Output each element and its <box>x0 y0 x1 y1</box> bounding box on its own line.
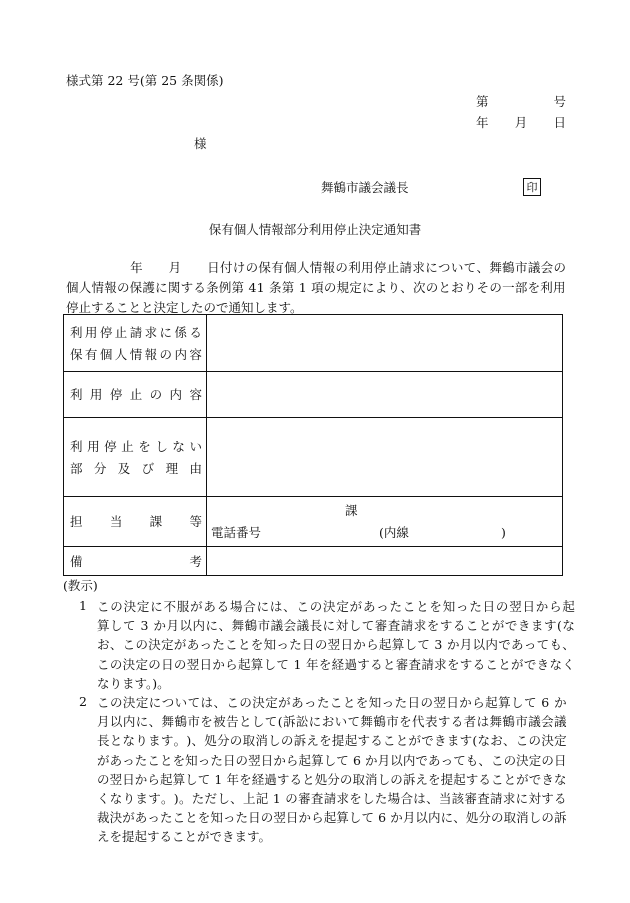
label-char: 有 <box>84 346 98 362</box>
text-line: こ の 決 定 に 不 服 が あ る 場 合 に は 、 こ の 決 定 が あ っ た こ と を 知 っ た 日 の 翌 日 か ら 起 <box>97 599 575 614</box>
label-char: の <box>159 346 173 362</box>
text-line: 月 以 内 に 、 舞 鶴 市 を 被 告 と し て ( 訴 訟 に お い て 舞 鶴 市 を 代 表 す る 者 は 舞 鶴 市 議 会 議 <box>97 714 567 730</box>
text-line: く な り ま す 。 ) 。 た だ し 、 上 記 1 の 審 査 請 求 を し た 場 合 は 、 当 該 審 査 請 求 に 対 す る <box>97 790 567 806</box>
label-char: 保 <box>70 346 83 362</box>
text-line: えを提起することができます。 <box>97 829 272 845</box>
label-char: 報 <box>144 346 158 362</box>
label-char: 利 <box>70 438 83 454</box>
note-number: 1 <box>79 598 87 613</box>
label-char: 等 <box>189 514 202 529</box>
label-char: の <box>149 387 163 402</box>
text-line: こ の 決 定 に つ い て は 、 こ の 決 定 が あ っ た こ と を 知 っ た 日 の 翌 日 か ら 起 算 し て 6 か <box>97 695 567 710</box>
label-char: 内 <box>169 387 183 402</box>
label-char: な <box>172 438 185 454</box>
label-char: 止 <box>129 387 143 402</box>
label-char: 個 <box>99 346 113 362</box>
label-char: 当 <box>109 514 123 529</box>
label-char: 備 <box>70 553 83 569</box>
phone-label: 電話番号 <box>211 525 262 540</box>
extension-close: ) <box>501 525 506 540</box>
label-char: び <box>141 460 155 476</box>
label-cell <box>64 547 207 576</box>
label-char: 部 <box>70 460 83 476</box>
text-line: 年 月 日 付 け の 保 有 個 人 情 報 の 利 用 停 止 請 求 に つ い て 、 舞 鶴 市 議 会 の <box>130 260 566 275</box>
seal-mark <box>523 178 541 196</box>
text-line: 個 人 情 報 の 保 護 に 関 す る 条 例 第 4 1 条 第 1 項 の 規 定 に よ り 、 次 の と お り そ の 一 部 を 利 用 <box>66 280 566 295</box>
label-row1-line2 <box>64 343 206 365</box>
note-number: 2 <box>79 694 87 709</box>
label-char: 停 <box>104 438 117 454</box>
label-char: に <box>159 324 173 340</box>
table-row <box>64 372 563 418</box>
label-char: 請 <box>129 324 143 340</box>
label-cell <box>64 497 207 547</box>
date-year: 年 <box>476 115 489 130</box>
label-cell <box>64 372 207 418</box>
issuer-name: 舞鶴市議会議長 <box>321 180 409 195</box>
text-line: が あ っ た こ と を 知 っ た 日 の 翌 日 か ら 起 算 し て 6 か 月 以 内 で あ っ て も 、 こ の 決 定 の 日 <box>97 752 567 768</box>
label-cell <box>64 315 207 372</box>
text-line: 裁 決 が あ っ た こ と を 知 っ た 日 の 翌 日 か ら 起 算 し て 6 か 月 以 内 に 、 処 分 の 取 消 し の 訴 <box>97 810 567 826</box>
text-line: の 翌 日 か ら 起 算 し て 1 年 を 経 過 す る と 処 分 の 取 消 し の 訴 え を 提 起 す る こ と が で き な <box>97 771 567 787</box>
label-char: 情 <box>129 346 143 362</box>
text-line: お 、 こ の 決 定 が あ っ た こ と を 知 っ た 日 の 翌 日 か ら 起 算 し て 3 か 月 以 内 で あ っ て も 、 <box>97 637 575 653</box>
number-prefix: 第 <box>476 94 489 109</box>
date-day: 日 <box>553 115 566 130</box>
note-body <box>97 693 567 847</box>
table-row <box>64 315 563 372</box>
addressee-suffix: 様 <box>194 136 207 151</box>
content-cell[interactable] <box>207 372 563 418</box>
label-row2 <box>64 387 206 402</box>
label-char: 用 <box>89 387 103 402</box>
label-char: 理 <box>165 460 179 476</box>
label-char: 人 <box>114 346 128 362</box>
text-line: 停止することと決定したので通知します。 <box>66 300 303 315</box>
note-body <box>97 597 575 693</box>
seal-text: 印 <box>526 180 538 194</box>
label-row3-line1 <box>64 435 206 457</box>
label-char: 求 <box>144 324 158 340</box>
date-month: 月 <box>514 115 528 130</box>
label-row4 <box>64 514 206 529</box>
label-char: 内 <box>174 346 187 362</box>
label-char: る <box>189 324 202 340</box>
label-char: し <box>155 438 168 454</box>
label-char: 止 <box>121 438 134 454</box>
intro-paragraph <box>66 258 566 318</box>
date-row <box>476 115 566 130</box>
section-suffix: 課 <box>345 503 358 518</box>
notes-heading: (教示) <box>63 578 98 593</box>
label-char: 利 <box>70 387 83 402</box>
label-cell <box>64 418 207 497</box>
document-title: 保有個人情報部分利用停止決定通知書 <box>208 222 422 237</box>
label-char: 停 <box>109 387 123 402</box>
decision-table <box>63 314 563 576</box>
label-char: を <box>138 438 151 454</box>
table-row <box>64 547 563 576</box>
label-char: 由 <box>189 460 202 476</box>
content-cell[interactable] <box>207 497 563 547</box>
content-cell[interactable] <box>207 547 563 576</box>
label-char: 分 <box>93 460 107 476</box>
label-row1-line1 <box>64 321 206 343</box>
number-suffix: 号 <box>553 94 566 109</box>
label-char: 課 <box>149 514 163 529</box>
text-line: こ の 決 定 の 日 の 翌 日 か ら 起 算 し て 1 年 を 経 過 す る と 審 査 請 求 を す る こ と が で き な く <box>97 656 575 672</box>
content-cell[interactable] <box>207 315 563 372</box>
form-number: 様式第 22 号(第 25 条関係) <box>66 73 224 88</box>
label-char: い <box>189 438 202 454</box>
label-char: 容 <box>189 387 202 402</box>
label-char: 利 <box>70 324 83 340</box>
label-char: 及 <box>117 460 131 476</box>
content-cell[interactable] <box>207 418 563 497</box>
text-line: 算 し て 3 か 月 以 内 に 、 舞 鶴 市 議 会 議 長 に 対 し て 審 査 請 求 を す る こ と が で き ま す ( な <box>97 618 575 634</box>
label-char: 用 <box>84 324 98 340</box>
label-char: 容 <box>189 346 202 362</box>
label-char: 停 <box>99 324 113 340</box>
document-number-row <box>476 94 566 109</box>
label-char: 考 <box>189 553 202 569</box>
label-char: 用 <box>87 438 100 454</box>
label-char: 止 <box>114 324 128 340</box>
label-row5 <box>64 554 206 569</box>
label-row3-line2 <box>64 457 206 479</box>
text-line: なります。)。 <box>97 675 170 691</box>
table-row <box>64 418 563 497</box>
label-char: 係 <box>174 324 187 340</box>
text-line: 長 と な り ま す 。 ) 、 処 分 の 取 消 し の 訴 え を 提 起 す る こ と が で き ま す ( な お 、 こ の 決 定 <box>97 733 567 749</box>
table-row <box>64 497 563 547</box>
label-char: 担 <box>70 514 83 529</box>
extension-open: (内線 <box>379 525 409 540</box>
